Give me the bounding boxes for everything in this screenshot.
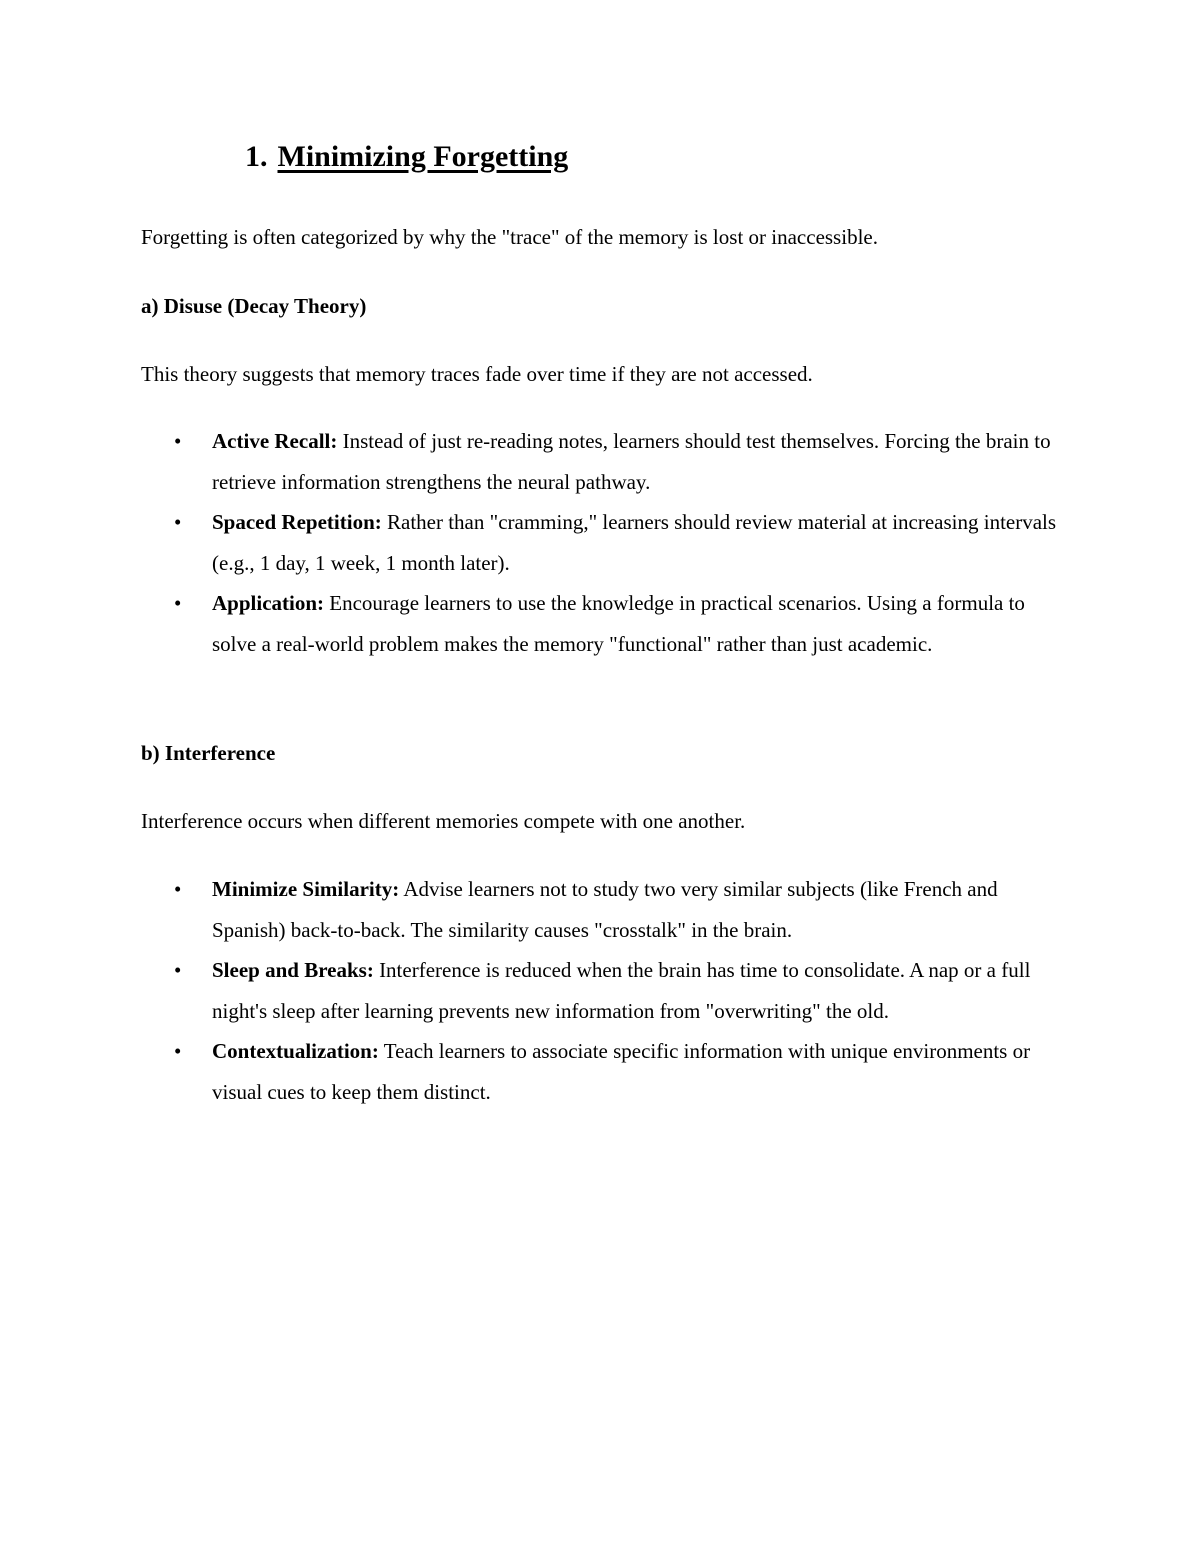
bullet-text: Teach learners to associate specific information with unique environments or visual cues to keep them distinct. <box>212 1039 1031 1104</box>
list-item <box>141 583 1071 664</box>
bullet-term: Sleep and Breaks: <box>212 958 374 982</box>
heading-number: 1. <box>245 140 268 173</box>
bullet-dot-icon: • <box>174 958 182 982</box>
list-item <box>141 869 1071 950</box>
bullet-term: Spaced Repetition: <box>212 510 382 534</box>
bullet-term: Contextualization: <box>212 1039 379 1063</box>
list-item <box>141 950 1071 1031</box>
section-a-description: This theory suggests that memory traces fade over time if they are not accessed. <box>141 362 813 386</box>
intro-paragraph: Forgetting is often categorized by why the "trace" of the memory is lost or inaccessible. <box>141 225 878 249</box>
bullet-dot-icon: • <box>174 591 182 615</box>
bullet-term: Minimize Similarity: <box>212 877 400 901</box>
section-a-title: a) Disuse (Decay Theory) <box>141 294 367 318</box>
heading-title: Minimizing Forgetting <box>277 140 569 173</box>
section-a-bullet-list <box>141 421 1071 664</box>
bullet-text: Advise learners not to study two very similar subjects (like French and Spanish) back-to-back. The similarity causes "crosstalk" in the brain. <box>212 877 998 942</box>
list-item <box>141 421 1071 502</box>
section-b-description: Interference occurs when different memories compete with one another. <box>141 809 746 833</box>
bullet-text: Instead of just re-reading notes, learners should test themselves. Forcing the brain to retrieve information strengthens the neural pathway. <box>212 429 1051 494</box>
bullet-dot-icon: • <box>174 429 182 453</box>
bullet-text: Interference is reduced when the brain has time to consolidate. A nap or a full night's sleep after learning prevents new information from "overwriting" the old. <box>212 958 1031 1023</box>
bullet-dot-icon: • <box>174 877 182 901</box>
bullet-term: Active Recall: <box>212 429 338 453</box>
bullet-dot-icon: • <box>174 1039 182 1063</box>
bullet-text: Rather than "cramming," learners should review material at increasing intervals (e.g., 1 day, 1 week, 1 month later). <box>212 510 1057 575</box>
list-item <box>141 1031 1071 1112</box>
page-title <box>245 140 568 174</box>
bullet-text: Encourage learners to use the knowledge in practical scenarios. Using a formula to solve a real-world problem makes the memory "functional" rather than just academic. <box>212 591 1025 656</box>
section-b-title: b) Interference <box>141 741 276 765</box>
bullet-dot-icon: • <box>174 510 182 534</box>
bullet-term: Application: <box>212 591 325 615</box>
section-b-bullet-list <box>141 869 1071 1112</box>
list-item <box>141 502 1071 583</box>
